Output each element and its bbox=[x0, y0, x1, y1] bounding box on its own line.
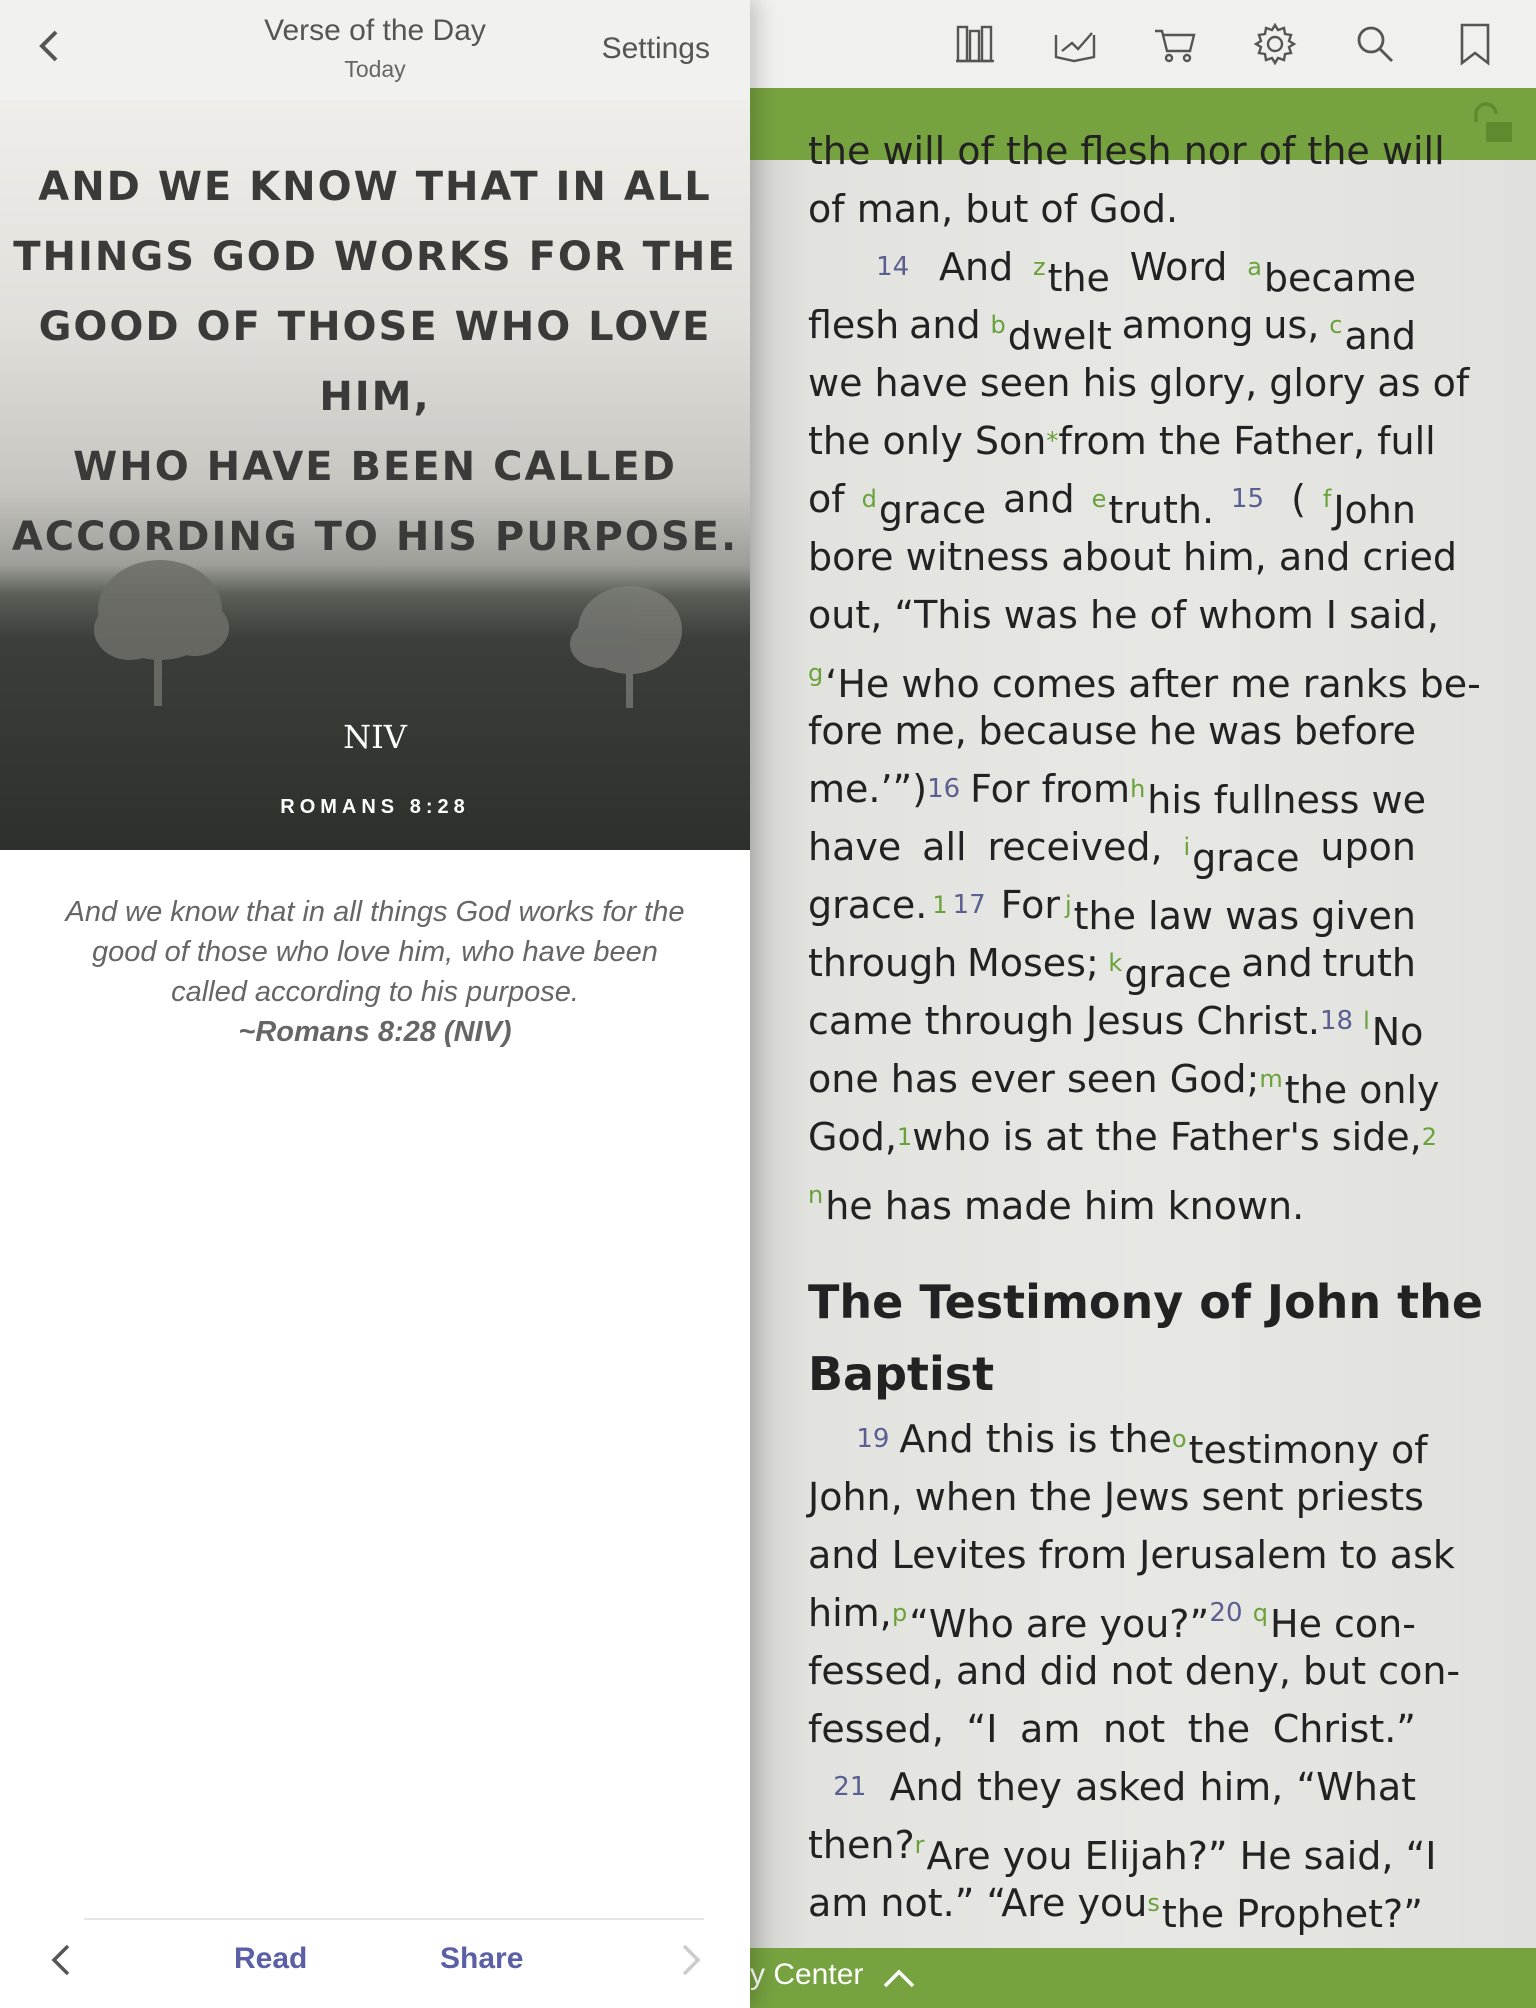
scripture-lines-continued bbox=[808, 1410, 1461, 1936]
verse-number: 17 bbox=[952, 890, 986, 920]
verse-text: grace bbox=[1124, 952, 1232, 996]
caption-reference: ~Romans 8:28 (NIV) bbox=[238, 1016, 512, 1048]
cross-reference-marker[interactable]: a bbox=[1247, 253, 1262, 281]
verse-text: “I bbox=[966, 1707, 998, 1751]
verse-text: because bbox=[978, 709, 1138, 753]
verse-text: bore witness about him, and cried bbox=[808, 535, 1457, 579]
cross-reference-marker[interactable]: c bbox=[1329, 311, 1343, 339]
verse-text: out, “This was he of whom I said, bbox=[808, 593, 1439, 637]
verse-number: 21 bbox=[833, 1772, 867, 1802]
verse-text: testimony of bbox=[1188, 1428, 1428, 1472]
scripture-line bbox=[808, 412, 1436, 470]
marked-word bbox=[861, 470, 987, 532]
niv-logo: NIV bbox=[343, 718, 407, 756]
verse-text: the only Son bbox=[808, 419, 1047, 463]
scripture-line bbox=[808, 876, 1416, 938]
caption-line: called according to his purpose. bbox=[171, 976, 579, 1008]
marked-word bbox=[1171, 1410, 1428, 1472]
marked-word bbox=[1252, 1584, 1416, 1646]
verse-text: John, when the Jews sent priests bbox=[808, 1475, 1424, 1519]
marked-word bbox=[1108, 934, 1232, 996]
verse-text: am not.” “Are you bbox=[808, 1881, 1148, 1925]
image-quote-line: AND WE KNOW THAT IN ALL bbox=[38, 164, 712, 210]
gear-icon[interactable] bbox=[1245, 14, 1305, 74]
verse-text: him, bbox=[1199, 1765, 1284, 1809]
study-center-bar[interactable] bbox=[750, 1948, 1536, 2008]
verse-image[interactable] bbox=[0, 100, 750, 850]
scripture-line bbox=[808, 1526, 1455, 1584]
scripture-line bbox=[808, 470, 1416, 532]
footnote-marker[interactable]: 2 bbox=[1421, 1123, 1437, 1151]
verse-text: grace bbox=[1192, 836, 1300, 880]
marked-word bbox=[914, 1816, 1437, 1878]
share-button[interactable]: Share bbox=[440, 1942, 524, 1975]
scripture-line bbox=[808, 818, 1416, 880]
marked-word bbox=[808, 644, 1481, 706]
verse-text: “What bbox=[1296, 1765, 1416, 1809]
cross-reference-marker[interactable]: k bbox=[1108, 949, 1123, 977]
marked-word bbox=[1064, 876, 1416, 938]
verse-text: the only bbox=[1284, 1068, 1440, 1112]
image-quote bbox=[0, 152, 750, 572]
reader-toolbar bbox=[750, 0, 1536, 88]
scripture-line bbox=[808, 1874, 1423, 1936]
verse-text: truth. bbox=[1108, 488, 1215, 532]
verse-text: and bbox=[1003, 477, 1075, 521]
scripture-line bbox=[808, 586, 1439, 644]
caption-line: And we know that in all things God works for the bbox=[65, 896, 685, 928]
verse-text: all bbox=[922, 825, 967, 869]
marked-word bbox=[1247, 238, 1416, 300]
bible-reader bbox=[750, 0, 1536, 2008]
verse-number: 18 bbox=[1319, 1006, 1354, 1036]
previous-chevron-icon[interactable] bbox=[40, 1938, 84, 1982]
scripture-line bbox=[808, 1700, 1416, 1758]
read-button[interactable]: Read bbox=[234, 1942, 308, 1975]
marked-word bbox=[1363, 992, 1424, 1054]
verse-text: have bbox=[808, 825, 902, 869]
verse-text bbox=[808, 238, 856, 296]
verse-text: they bbox=[977, 1765, 1062, 1809]
verse-text: became bbox=[1263, 256, 1416, 300]
verse-text: received, bbox=[987, 825, 1163, 869]
marked-word bbox=[892, 1584, 1210, 1646]
footer-divider bbox=[84, 1918, 704, 1920]
search-icon[interactable] bbox=[1345, 14, 1405, 74]
footnote-marker[interactable]: * bbox=[1046, 427, 1059, 455]
next-chevron-icon[interactable] bbox=[668, 1938, 712, 1982]
section-heading: The Testimony of John the bbox=[808, 1275, 1484, 1329]
caret-up-icon[interactable] bbox=[882, 1964, 916, 1992]
verse-text: For bbox=[1000, 883, 1060, 927]
verse-text: and Levites from Jerusalem to ask bbox=[808, 1533, 1455, 1577]
verse-text bbox=[808, 1758, 820, 1816]
verse-text: and bbox=[909, 303, 981, 347]
cross-reference-marker[interactable]: p bbox=[892, 1599, 908, 1627]
verse-text: through bbox=[808, 941, 958, 985]
verse-text: truth bbox=[1322, 941, 1416, 985]
verse-text: John bbox=[1333, 488, 1416, 532]
scripture-line bbox=[808, 1816, 1437, 1878]
library-icon[interactable] bbox=[945, 14, 1005, 74]
scripture-lines bbox=[808, 122, 1481, 1228]
verse-text bbox=[808, 1410, 856, 1468]
cross-reference-marker[interactable]: l bbox=[1363, 1007, 1370, 1035]
cross-reference-marker[interactable]: s bbox=[1147, 1889, 1160, 1917]
scripture-line bbox=[808, 180, 1416, 238]
cross-reference-marker[interactable]: r bbox=[914, 1831, 925, 1859]
verse-text: fessed, bbox=[808, 1707, 944, 1751]
verse-text: then? bbox=[808, 1823, 915, 1867]
cross-reference-marker[interactable]: b bbox=[990, 311, 1006, 339]
cross-reference-marker[interactable]: i bbox=[1183, 833, 1191, 861]
scripture-line bbox=[808, 1584, 1416, 1646]
cross-reference-marker[interactable]: g bbox=[808, 659, 824, 687]
scripture-text bbox=[750, 129, 1536, 1948]
marked-word bbox=[1259, 1050, 1440, 1112]
footnote-marker[interactable]: 1 bbox=[932, 891, 948, 919]
section-heading-cont: Baptist bbox=[808, 1347, 995, 1401]
verse-text: fore bbox=[808, 709, 883, 753]
verse-text: us, bbox=[1263, 303, 1320, 347]
verse-text: him, bbox=[808, 1591, 892, 1635]
back-chevron-icon[interactable] bbox=[26, 22, 76, 72]
verse-text: one has ever seen God; bbox=[808, 1057, 1260, 1101]
verse-text: not bbox=[1102, 1707, 1166, 1751]
verse-text: and bbox=[1241, 941, 1313, 985]
scripture-line bbox=[808, 1758, 1416, 1816]
scripture-line bbox=[808, 702, 1416, 760]
marked-word bbox=[1183, 818, 1300, 880]
verse-text: He con- bbox=[1270, 1602, 1416, 1646]
image-quote-line: THINGS GOD WORKS FOR THE bbox=[13, 234, 737, 280]
reading-plan-icon[interactable] bbox=[1045, 14, 1105, 74]
scripture-line bbox=[808, 934, 1416, 996]
verse-text: fessed, and did not deny, but con- bbox=[808, 1649, 1461, 1693]
scripture-line bbox=[808, 122, 1445, 180]
verse-number: 14 bbox=[876, 252, 910, 282]
marked-word bbox=[1322, 470, 1416, 532]
verse-text: And bbox=[889, 1765, 964, 1809]
verse-text: who is at the Father's side, bbox=[912, 1115, 1422, 1159]
verse-text: from the Father, full bbox=[1058, 419, 1436, 463]
caption-line: good of those who love him, who have been bbox=[92, 936, 658, 968]
verse-text: asked bbox=[1075, 1765, 1187, 1809]
verse-text: the will of the flesh nor of the will bbox=[808, 129, 1445, 173]
cross-reference-marker[interactable]: e bbox=[1091, 485, 1107, 513]
scripture-line bbox=[808, 1468, 1424, 1526]
scripture-line bbox=[808, 1050, 1440, 1112]
verse-text: came through Jesus Christ. bbox=[808, 999, 1320, 1043]
panel-title: Verse of the Day bbox=[264, 14, 486, 47]
verse-text: was bbox=[1207, 709, 1283, 753]
verse-text: he bbox=[1148, 709, 1197, 753]
marked-word bbox=[1147, 1874, 1423, 1936]
panel-footer bbox=[0, 1918, 750, 2008]
verse-text: dwelt bbox=[1007, 314, 1112, 358]
verse-text: “Who are you?” bbox=[909, 1602, 1210, 1646]
verse-text: flesh bbox=[808, 303, 900, 347]
verse-text: the Prophet?” bbox=[1161, 1892, 1423, 1936]
cross-reference-marker[interactable]: n bbox=[808, 1181, 824, 1209]
verse-text: the bbox=[1187, 1707, 1251, 1751]
scripture-line bbox=[808, 1410, 1428, 1472]
settings-button[interactable]: Settings bbox=[601, 32, 710, 65]
verse-text: of man, but of God. bbox=[808, 187, 1179, 231]
marked-word bbox=[990, 296, 1112, 358]
scripture-line bbox=[808, 354, 1470, 412]
cross-reference-marker[interactable]: z bbox=[1032, 253, 1046, 281]
verse-text: the law was given bbox=[1073, 894, 1416, 938]
verse-text: For from bbox=[970, 767, 1131, 811]
verse-number: 16 bbox=[927, 774, 961, 804]
verse-text: grace bbox=[878, 488, 987, 532]
scripture-line bbox=[808, 1108, 1437, 1166]
verse-text: And this is the bbox=[899, 1417, 1172, 1461]
verse-text: Are you Elijah?” He said, “I bbox=[926, 1834, 1437, 1878]
panel-header bbox=[0, 0, 750, 100]
verse-text: me.’”) bbox=[808, 767, 928, 811]
scripture-line bbox=[808, 238, 1416, 300]
verse-text: Christ.” bbox=[1272, 1707, 1416, 1751]
verse-text: grace. bbox=[808, 883, 928, 927]
verse-caption bbox=[40, 892, 710, 1052]
verse-text: the bbox=[1047, 256, 1110, 300]
verse-text: And bbox=[938, 245, 1014, 289]
verse-text: No bbox=[1371, 1010, 1424, 1054]
verse-text: we have seen his glory, glory as of bbox=[808, 361, 1470, 405]
verse-text: his fullness we bbox=[1147, 778, 1426, 822]
verse-text: am bbox=[1020, 1707, 1081, 1751]
verse-text: before bbox=[1293, 709, 1416, 753]
verse-text: Word bbox=[1129, 245, 1228, 289]
cross-reference-marker[interactable]: f bbox=[1322, 485, 1332, 513]
verse-text: me, bbox=[894, 709, 967, 753]
cross-reference-marker[interactable]: d bbox=[861, 485, 877, 513]
verse-text: and bbox=[1344, 314, 1416, 358]
scripture-line bbox=[808, 1166, 1416, 1228]
scripture-line bbox=[808, 644, 1481, 706]
cart-icon[interactable] bbox=[1145, 14, 1205, 74]
marked-word bbox=[808, 1166, 1305, 1228]
marked-word bbox=[1130, 760, 1426, 822]
footnote-marker[interactable]: 1 bbox=[896, 1123, 913, 1151]
unlock-icon[interactable] bbox=[1468, 100, 1516, 148]
verse-text: he has made him known. bbox=[825, 1184, 1305, 1228]
verse-text: among bbox=[1121, 303, 1254, 347]
scripture-line bbox=[808, 992, 1424, 1054]
image-quote-line: WHO HAVE BEEN CALLED bbox=[73, 444, 677, 490]
verse-number: 20 bbox=[1209, 1598, 1243, 1628]
verse-text: ‘He who comes after me ranks be- bbox=[825, 662, 1481, 706]
verse-text: God, bbox=[808, 1115, 897, 1159]
marked-word bbox=[1329, 296, 1416, 358]
cross-reference-marker[interactable]: q bbox=[1252, 1599, 1268, 1627]
image-quote-line: ACCORDING TO HIS PURPOSE. bbox=[11, 514, 739, 560]
marked-word bbox=[1091, 470, 1215, 532]
marked-word bbox=[1032, 238, 1110, 300]
scripture-line bbox=[808, 1642, 1461, 1700]
scripture-line bbox=[808, 528, 1457, 586]
bookmark-icon[interactable] bbox=[1445, 14, 1505, 74]
verse-text: of bbox=[808, 477, 845, 521]
image-quote-line: GOOD OF THOSE WHO LOVE HIM, bbox=[38, 304, 712, 420]
study-center-label: y Center bbox=[750, 1958, 864, 1991]
cross-reference-marker[interactable]: o bbox=[1171, 1425, 1187, 1453]
image-reference: ROMANS 8:28 bbox=[280, 796, 470, 818]
verse-text: upon bbox=[1320, 825, 1416, 869]
verse-number: 19 bbox=[856, 1424, 890, 1454]
cross-reference-marker[interactable]: m bbox=[1259, 1065, 1283, 1093]
scripture-line bbox=[808, 760, 1426, 822]
panel-subtitle: Today bbox=[344, 56, 406, 82]
verse-text: ( bbox=[1291, 477, 1306, 521]
verse-text: Moses; bbox=[966, 941, 1099, 985]
verse-number: 15 bbox=[1231, 484, 1265, 514]
cross-reference-marker[interactable]: j bbox=[1064, 891, 1072, 919]
cross-reference-marker[interactable]: h bbox=[1130, 775, 1146, 803]
verse-of-the-day-panel bbox=[0, 0, 750, 2008]
